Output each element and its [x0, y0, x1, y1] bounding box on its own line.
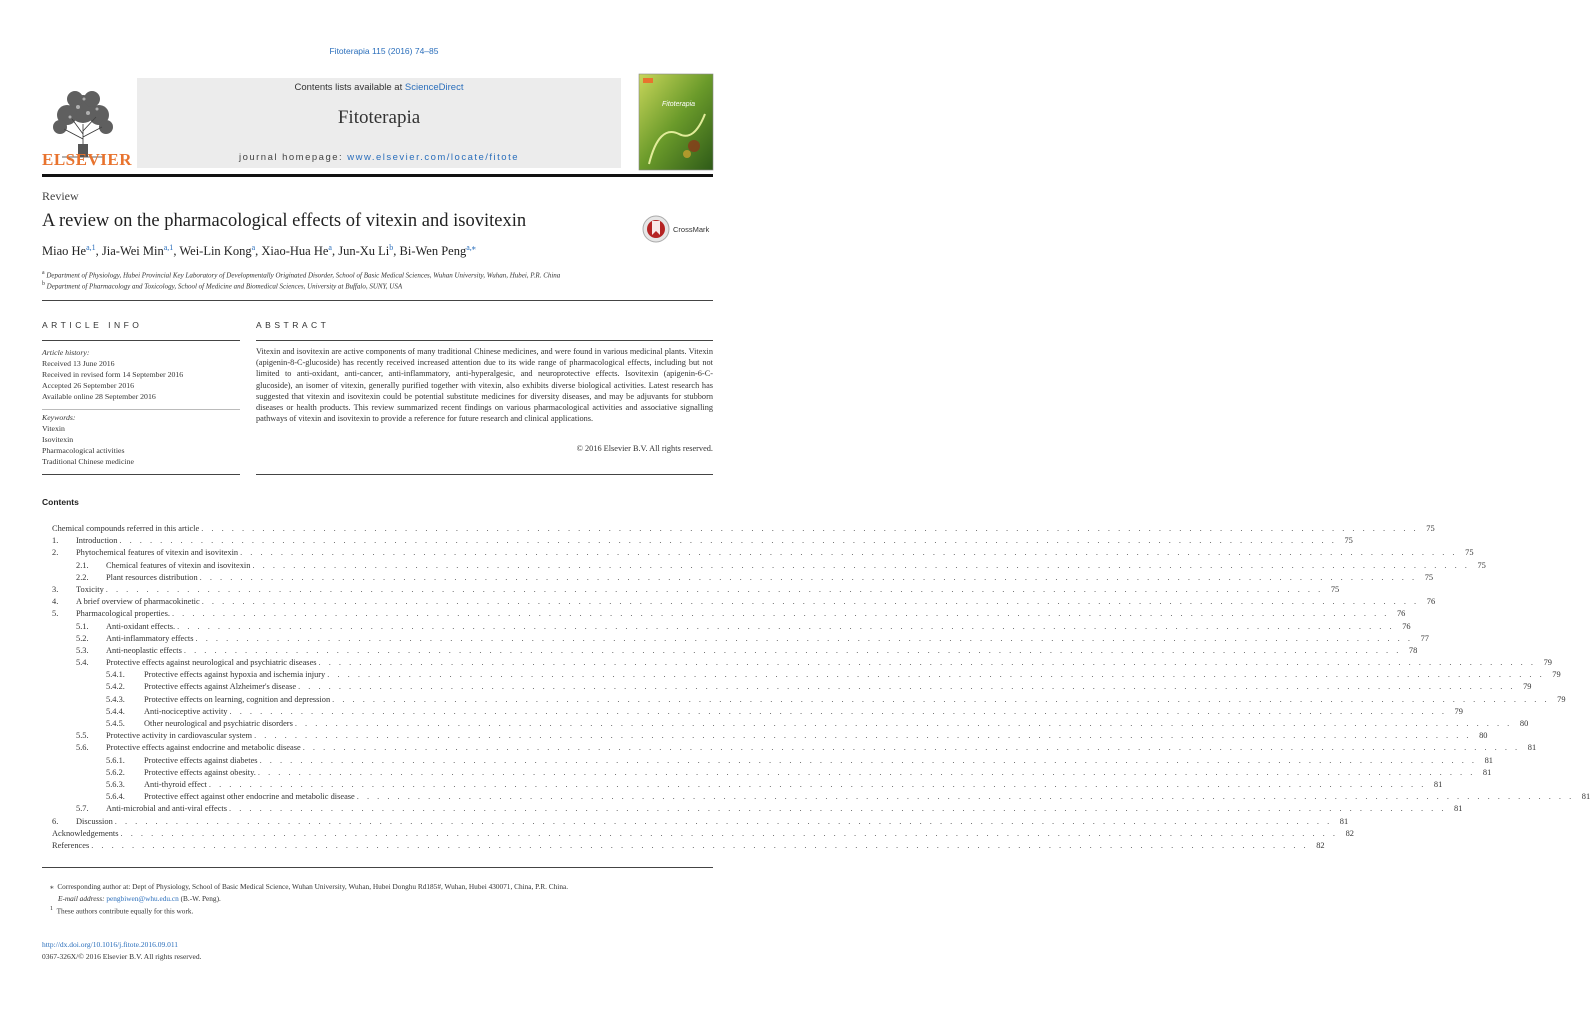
crossmark-icon[interactable]: [642, 215, 670, 243]
toc-number: 2.2.: [76, 572, 89, 582]
toc-number: 5.4.1.: [106, 670, 125, 680]
toc-leader-dots: . . . . . . . . . . . . . . . . . . . . . . . . . . . . . . . . . . . . . . . . . . . . . . . . . . . . . . . . . . . . . . . . . . . . . . . . . . . . . . . . . . . . . . . . . . . . . . . . . . . . . . . . . . . . . . . . . . . . . . . .: [254, 731, 1472, 741]
toc-page-number: 81: [1433, 779, 1443, 789]
toc-number: 5.: [52, 609, 59, 619]
toc-leader-dots: . . . . . . . . . . . . . . . . . . . . . . . . . . . . . . . . . . . . . . . . . . . . . . . . . . . . . . . . . . . . . . . . . . . . . . . . . . . . . . . . . . . . . . . . . . . . . . . . . . . . . . . . . . . . . . . . . . . . . . . .: [356, 792, 1575, 802]
toc-title[interactable]: Pharmacological properties.: [76, 609, 170, 619]
toc-leader-dots: . . . . . . . . . . . . . . . . . . . . . . . . . . . . . . . . . . . . . . . . . . . . . . . . . . . . . . . . . . . . . . . . . . . . . . . . . . . . . . . . . . . . . . . . . . . . . . . . . . . . . . . . . . . . . . . . . . . . . . . .: [257, 767, 1476, 777]
toc-title[interactable]: Chemical features of vitexin and isovitexin: [106, 560, 251, 570]
toc-leader-dots: . . . . . . . . . . . . . . . . . . . . . . . . . . . . . . . . . . . . . . . . . . . . . . . . . . . . . . . . . . . . . . . . . . . . . . . . . . . . . . . . . . . . . . . . . . . . . . . . . . . . . . . . . . . . . . . . . . . . . . . .: [327, 670, 1545, 680]
author-name[interactable]: Xiao-Hua He: [261, 244, 329, 259]
toc-page-number: 75: [1330, 584, 1340, 594]
toc-leader-dots: . . . . . . . . . . . . . . . . . . . . . . . . . . . . . . . . . . . . . . . . . . . . . . . . . . . . . . . . . . . . . . . . . . . . . . . . . . . . . . . . . . . . . . . . . . . . . . . . . . . . . . . . . . . . . . . . . . . . . . . .: [208, 779, 1427, 789]
toc-entry[interactable]: [52, 706, 1463, 718]
abstract-copyright: © 2016 Elsevier B.V. All rights reserved.: [576, 444, 713, 453]
contents-availability-line: [137, 82, 621, 93]
author-separator: ,: [173, 244, 180, 259]
toc-title[interactable]: Anti-neoplastic effects: [106, 645, 182, 655]
equal-contribution-note: [50, 906, 193, 915]
toc-page-number: 82: [1345, 828, 1354, 838]
email-note: [58, 894, 221, 903]
toc-page-number: 81: [1339, 816, 1349, 826]
toc-leader-dots: . . . . . . . . . . . . . . . . . . . . . . . . . . . . . . . . . . . . . . . . . . . . . . . . . . . . . . . . . . . . . . . . . . . . . . . . . . . . . . . . . . . . . . . . . . . . . . . . . . . . . . . . . . . . . . . . . . . . . . . .: [240, 548, 1458, 558]
author-affiliation-mark[interactable]: a,1: [86, 243, 96, 252]
toc-entry[interactable]: [52, 547, 1474, 559]
journal-reference-link[interactable]: Fitoterapia 115 (2016) 74–85: [329, 46, 439, 56]
toc-number: 5.6.2.: [106, 767, 125, 777]
toc-page-number: 79: [1557, 694, 1566, 704]
toc-number: 5.2.: [76, 633, 89, 643]
toc-page-number: 79: [1552, 670, 1561, 680]
toc-title[interactable]: Introduction: [76, 536, 118, 546]
keywords-label: Keywords:: [42, 413, 76, 422]
toc-title[interactable]: Anti-nociceptive activity: [144, 706, 228, 716]
journal-name: Fitoterapia: [337, 107, 421, 128]
toc-entry[interactable]: [52, 803, 1463, 815]
toc-page-number: 80: [1519, 719, 1529, 728]
history-online: Available online 28 September 2016: [42, 392, 156, 401]
toc-page-number: 79: [1454, 706, 1463, 716]
toc-entry[interactable]: [52, 828, 1354, 840]
toc-page-number: 75: [1465, 548, 1474, 558]
toc-leader-dots: . . . . . . . . . . . . . . . . . . . . . . . . . . . . . . . . . . . . . . . . . . . . . . . . . . . . . . . . . . . . . . . . . . . . . . . . . . . . . . . . . . . . . . . . . . . . . . . . . . . . . . . . . . . . . . . . . . . . . . . .: [229, 804, 1447, 814]
email-link[interactable]: pengbiwen@whu.edu.cn: [106, 894, 179, 903]
toc-title[interactable]: Toxicity: [76, 584, 104, 594]
toc-number: 1.: [52, 536, 59, 546]
toc-leader-dots: . . . . . . . . . . . . . . . . . . . . . . . . . . . . . . . . . . . . . . . . . . . . . . . . . . . . . . . . . . . . . . . . . . . . . . . . . . . . . . . . . . . . . . . . . . . . . . . . . . . . . . . . . . . . . . . . . . . . . . . .: [229, 706, 1447, 716]
header-divider: [42, 174, 713, 177]
toc-leader-dots: . . . . . . . . . . . . . . . . . . . . . . . . . . . . . . . . . . . . . . . . . . . . . . . . . . . . . . . . . . . . . . . . . . . . . . . . . . . . . . . . . . . . . . . . . . . . . . . . . . . . . . . . . . . . . . . . . . . . . . . .: [91, 840, 1309, 850]
elsevier-wordmark: ELSEVIER: [42, 150, 132, 169]
abstract-bottom-divider: [256, 474, 713, 475]
toc-entry[interactable]: [52, 572, 1434, 584]
toc-leader-dots: . . . . . . . . . . . . . . . . . . . . . . . . . . . . . . . . . . . . . . . . . . . . . . . . . . . . . . . . . . . . . . . . . . . . . . . . . . . . . . . . . . . . . . . . . . . . . . . . . . . . . . . . . . . . . . . . . . . . . . . .: [195, 633, 1413, 643]
author-affiliation-mark[interactable]: a: [328, 243, 332, 252]
toc-entry[interactable]: [52, 633, 1429, 645]
toc-page-number: 81: [1581, 792, 1590, 802]
toc-page-number: 81: [1484, 755, 1493, 765]
contents-prefix: Contents lists available at: [294, 82, 405, 93]
toc-number: 2.1.: [76, 560, 89, 570]
toc-number: 5.1.: [76, 621, 89, 631]
toc-leader-dots: . . . . . . . . . . . . . . . . . . . . . . . . . . . . . . . . . . . . . . . . . . . . . . . . . . . . . . . . . . . . . . . . . . . . . . . . . . . . . . . . . . . . . . . . . . . . . . . . . . . . . . . . . . . . . . . . . . . . . . . .: [252, 560, 1470, 570]
author-separator: ,: [393, 244, 400, 259]
history-label: Article history:: [42, 348, 90, 357]
article-info-divider: [42, 340, 240, 341]
toc-number: 3.: [52, 584, 59, 594]
toc-entry[interactable]: [52, 718, 1529, 730]
toc-leader-dots: . . . . . . . . . . . . . . . . . . . . . . . . . . . . . . . . . . . . . . . . . . . . . . . . . . . . . . . . . . . . . . . . . . . . . . . . . . . . . . . . . . . . . . . . . . . . . . . . . . . . . . . . . . . . . . . . . . . . . . . .: [259, 755, 1477, 765]
toc-title[interactable]: Protective effects against neurological and psychiatric diseases: [106, 658, 317, 668]
toc-title[interactable]: Protective activity in cardiovascular system: [106, 731, 253, 741]
sciencedirect-link[interactable]: ScienceDirect: [404, 82, 464, 93]
toc-number: 5.6.: [76, 743, 89, 753]
toc-title[interactable]: Protective effects on learning, cognition and depression: [144, 694, 331, 704]
toc-title[interactable]: Discussion: [76, 816, 113, 826]
toc-leader-dots: . . . . . . . . . . . . . . . . . . . . . . . . . . . . . . . . . . . . . . . . . . . . . . . . . . . . . . . . . . . . . . . . . . . . . . . . . . . . . . . . . . . . . . . . . . . . . . . . . . . . . . . . . . . . . . . . . . . . . . . .: [171, 609, 1390, 619]
crossmark-label[interactable]: CrossMark: [673, 225, 710, 234]
affiliation-text: Department of Pharmacology and Toxicology, School of Medicine and Biomedical Sciences, University at Buffalo, SUNY, USA: [46, 282, 403, 291]
toc-page-number: 77: [1420, 633, 1429, 643]
toc-page-number: 80: [1479, 731, 1488, 741]
abstract-divider: [256, 340, 713, 341]
toc-title[interactable]: Anti-inflammatory effects: [106, 633, 194, 643]
article-info-bottom-divider: [42, 474, 240, 475]
toc-entry[interactable]: [52, 779, 1443, 791]
toc-title[interactable]: A brief overview of pharmacokinetic: [76, 597, 200, 607]
toc-leader-dots: . . . . . . . . . . . . . . . . . . . . . . . . . . . . . . . . . . . . . . . . . . . . . . . . . . . . . . . . . . . . . . . . . . . . . . . . . . . . . . . . . . . . . . . . . . . . . . . . . . . . . . . . . . . . . . . . . . . . . . . .: [302, 743, 1521, 753]
toc-title[interactable]: Protective effects against endocrine and metabolic disease: [106, 743, 301, 753]
toc-entry[interactable]: [52, 742, 1537, 754]
toc-title[interactable]: Plant resources distribution: [106, 572, 198, 582]
toc-number: 5.6.4.: [106, 792, 125, 802]
toc-entry[interactable]: [52, 791, 1590, 803]
toc-page-number: 81: [1482, 767, 1492, 777]
article-info-heading: ARTICLE INFO: [42, 320, 143, 330]
toc-leader-dots: . . . . . . . . . . . . . . . . . . . . . . . . . . . . . . . . . . . . . . . . . . . . . . . . . . . . . . . . . . . . . . . . . . . . . . . . . . . . . . . . . . . . . . . . . . . . . . . . . . . . . . . . . . . . . . . . . . . . . . . .: [294, 719, 1513, 728]
toc-page-number: 75: [1344, 536, 1353, 546]
toc-leader-dots: . . . . . . . . . . . . . . . . . . . . . . . . . . . . . . . . . . . . . . . . . . . . . . . . . . . . . . . . . . . . . . . . . . . . . . . . . . . . . . . . . . . . . . . . . . . . . . . . . . . . . . . . . . . . . . . . . . . . . . . .: [177, 621, 1395, 631]
toc-leader-dots: . . . . . . . . . . . . . . . . . . . . . . . . . . . . . . . . . . . . . . . . . . . . . . . . . . . . . . . . . . . . . . . . . . . . . . . . . . . . . . . . . . . . . . . . . . . . . . . . . . . . . . . . . . . . . . . . . . . . . . . .: [201, 597, 1420, 607]
toc-page-number: 75: [1426, 524, 1435, 533]
toc-entry[interactable]: [52, 730, 1488, 742]
footnote-mark: 1: [50, 906, 54, 912]
keywords-divider: [42, 409, 240, 410]
author-affiliation-mark[interactable]: a,⁎: [466, 243, 476, 252]
toc-entry[interactable]: [52, 535, 1353, 547]
corresponding-author-note: [50, 882, 568, 891]
toc-number: 5.6.1.: [106, 755, 125, 765]
keyword-item: Vitexin: [42, 424, 65, 433]
toc-entry[interactable]: [52, 767, 1492, 779]
toc-title[interactable]: Phytochemical features of vitexin and isovitexin: [76, 548, 239, 558]
keyword-item: Pharmacological activities: [42, 446, 125, 455]
toc-page-number: 79: [1523, 682, 1532, 692]
toc-leader-dots: . . . . . . . . . . . . . . . . . . . . . . . . . . . . . . . . . . . . . . . . . . . . . . . . . . . . . . . . . . . . . . . . . . . . . . . . . . . . . . . . . . . . . . . . . . . . . . . . . . . . . . . . . . . . . . . . . . . . . . . .: [199, 572, 1418, 582]
affiliation-divider: [42, 300, 713, 301]
footnote-divider: [42, 867, 713, 868]
contents-heading: Contents: [42, 497, 79, 507]
toc-title[interactable]: Chemical compounds referred in this article: [52, 524, 200, 533]
toc-entry[interactable]: [52, 584, 1340, 596]
toc-page-number: 76: [1402, 621, 1411, 631]
toc-number: 5.5.: [76, 731, 89, 741]
toc-page-number: 75: [1424, 572, 1434, 582]
article-title: A review on the pharmacological effects of vitexin and isovitexin: [42, 211, 527, 231]
toc-entry[interactable]: [52, 645, 1418, 657]
toc-title[interactable]: Protective effects against obesity.: [144, 767, 256, 777]
toc-entry[interactable]: [52, 657, 1552, 669]
toc-title[interactable]: Protective effects against Alzheimer's disease: [144, 682, 297, 692]
toc-entry[interactable]: [52, 816, 1349, 828]
toc-number: 2.: [52, 548, 59, 558]
footnote-mark: ⁎: [50, 882, 54, 891]
keyword-item: Isovitexin: [42, 435, 74, 444]
toc-number: 5.3.: [76, 645, 89, 655]
toc-entry[interactable]: [52, 596, 1436, 608]
toc-title[interactable]: Protective effects against hypoxia and ischemia injury: [144, 670, 326, 680]
author-name[interactable]: Jia-Wei Min: [101, 244, 164, 259]
author-name[interactable]: Bi-Wen Peng: [399, 244, 467, 259]
email-label: E-mail address:: [58, 894, 107, 903]
affiliation-mark: a: [42, 270, 45, 276]
toc-entry[interactable]: [52, 621, 1411, 633]
toc-title[interactable]: Acknowledgements: [52, 828, 119, 838]
toc-leader-dots: . . . . . . . . . . . . . . . . . . . . . . . . . . . . . . . . . . . . . . . . . . . . . . . . . . . . . . . . . . . . . . . . . . . . . . . . . . . . . . . . . . . . . . . . . . . . . . . . . . . . . . . . . . . . . . . . . . . . . . . .: [119, 536, 1337, 546]
article-history: [42, 347, 242, 402]
author-name[interactable]: Miao He: [42, 244, 87, 259]
toc-number: 5.4.5.: [106, 719, 125, 728]
toc-title[interactable]: Protective effects against diabetes: [144, 755, 258, 765]
toc-page-number: 82: [1316, 840, 1325, 850]
toc-leader-dots: . . . . . . . . . . . . . . . . . . . . . . . . . . . . . . . . . . . . . . . . . . . . . . . . . . . . . . . . . . . . . . . . . . . . . . . . . . . . . . . . . . . . . . . . . . . . . . . . . . . . . . . . . . . . . . . . . . . . . . . .: [120, 828, 1338, 838]
author-name[interactable]: Jun-Xu Li: [338, 244, 390, 259]
author-separator: ,: [95, 244, 102, 259]
toc-leader-dots: . . . . . . . . . . . . . . . . . . . . . . . . . . . . . . . . . . . . . . . . . . . . . . . . . . . . . . . . . . . . . . . . . . . . . . . . . . . . . . . . . . . . . . . . . . . . . . . . . . . . . . . . . . . . . . . . . . . . . . . .: [201, 524, 1419, 533]
history-revised: Received in revised form 14 September 2016: [42, 370, 184, 379]
history-accepted: Accepted 26 September 2016: [42, 381, 135, 390]
journal-homepage-link[interactable]: www.elsevier.com/locate/fitote: [347, 152, 520, 163]
author-name[interactable]: Wei-Lin Kong: [179, 244, 252, 259]
affiliation-a: [42, 270, 560, 279]
journal-homepage-line: [137, 152, 621, 163]
toc-title[interactable]: Anti-oxidant effects.: [106, 621, 176, 631]
toc-number: 5.4.3.: [106, 694, 125, 704]
toc-entry[interactable]: [52, 681, 1532, 693]
homepage-prefix: journal homepage:: [238, 152, 348, 163]
toc-entry[interactable]: [52, 755, 1493, 767]
toc-entry[interactable]: [52, 669, 1561, 681]
doi-link[interactable]: http://dx.doi.org/10.1016/j.fitote.2016.09.011: [42, 940, 179, 949]
toc-page-number: 75: [1477, 560, 1486, 570]
article-type: Review: [42, 189, 79, 203]
affiliation-b: [42, 281, 402, 290]
toc-entry[interactable]: [52, 608, 1406, 620]
author-separator: ,: [255, 244, 262, 259]
toc-entry[interactable]: [52, 523, 1435, 535]
toc-leader-dots: . . . . . . . . . . . . . . . . . . . . . . . . . . . . . . . . . . . . . . . . . . . . . . . . . . . . . . . . . . . . . . . . . . . . . . . . . . . . . . . . . . . . . . . . . . . . . . . . . . . . . . . . . . . . . . . . . . . . . . . .: [114, 816, 1333, 826]
toc-title[interactable]: Other neurological and psychiatric disorders: [144, 719, 293, 728]
toc-leader-dots: . . . . . . . . . . . . . . . . . . . . . . . . . . . . . . . . . . . . . . . . . . . . . . . . . . . . . . . . . . . . . . . . . . . . . . . . . . . . . . . . . . . . . . . . . . . . . . . . . . . . . . . . . . . . . . . . . . . . . . . .: [332, 694, 1550, 704]
author-separator: ,: [331, 244, 339, 259]
toc-leader-dots: . . . . . . . . . . . . . . . . . . . . . . . . . . . . . . . . . . . . . . . . . . . . . . . . . . . . . . . . . . . . . . . . . . . . . . . . . . . . . . . . . . . . . . . . . . . . . . . . . . . . . . . . . . . . . . . . . . . . . . . .: [105, 584, 1324, 594]
toc-leader-dots: . . . . . . . . . . . . . . . . . . . . . . . . . . . . . . . . . . . . . . . . . . . . . . . . . . . . . . . . . . . . . . . . . . . . . . . . . . . . . . . . . . . . . . . . . . . . . . . . . . . . . . . . . . . . . . . . . . . . . . . .: [318, 658, 1536, 668]
toc-leader-dots: . . . . . . . . . . . . . . . . . . . . . . . . . . . . . . . . . . . . . . . . . . . . . . . . . . . . . . . . . . . . . . . . . . . . . . . . . . . . . . . . . . . . . . . . . . . . . . . . . . . . . . . . . . . . . . . . . . . . . . . .: [183, 645, 1402, 655]
toc-entry[interactable]: [52, 560, 1486, 572]
author-list: [42, 243, 476, 259]
toc-page-number: 76: [1426, 597, 1436, 607]
author-affiliation-mark[interactable]: a,1: [163, 243, 174, 252]
keyword-item: Traditional Chinese medicine: [42, 457, 134, 466]
affiliation-mark: b: [42, 281, 45, 287]
toc-page-number: 81: [1527, 743, 1537, 753]
toc-title[interactable]: Anti-thyroid effect: [144, 779, 207, 789]
toc-title[interactable]: References: [52, 840, 90, 850]
toc-number: 5.4.4.: [106, 706, 125, 716]
keywords: [42, 412, 242, 467]
author-affiliation-mark[interactable]: a: [251, 243, 256, 252]
history-received: Received 13 June 2016: [42, 359, 115, 368]
toc-leader-dots: . . . . . . . . . . . . . . . . . . . . . . . . . . . . . . . . . . . . . . . . . . . . . . . . . . . . . . . . . . . . . . . . . . . . . . . . . . . . . . . . . . . . . . . . . . . . . . . . . . . . . . . . . . . . . . . . . . . . . . . .: [298, 682, 1516, 692]
toc-number: 5.7.: [76, 804, 89, 814]
toc-entry[interactable]: [52, 840, 1325, 852]
cover-title: Fitoterapia: [662, 101, 696, 108]
toc-page-number: 76: [1396, 609, 1406, 619]
toc-page-number: 79: [1543, 658, 1552, 668]
abstract-heading: ABSTRACT: [256, 320, 330, 330]
toc-title[interactable]: Anti-microbial and anti-viral effects: [106, 804, 228, 814]
table-of-contents: [52, 523, 1590, 852]
issn-copyright: 0367-326X/© 2016 Elsevier B.V. All rights reserved.: [42, 952, 202, 961]
affiliation-text: Department of Physiology, Hubei Provincial Key Laboratory of Developmentally Originated Disorder, School of Basic Medical Sciences, Wuhan University, Wuhan, Hubei, P.R. China: [46, 271, 561, 280]
corresponding-text: Corresponding author at: Dept of Physiology, School of Basic Medical Science, Wuhan University, Wuhan, Hubei Donghu Rd185#, Wuhan, Hubei 430071, China, P.R. China.: [57, 882, 569, 891]
abstract-text: Vitexin and isovitexin are active components of many traditional Chinese medicines, and were found in various medicinal plants. Vitexin (apigenin-8-C-glucoside) has recently received increased attention due to its wide range of pharmacological effects, including but not limited to anti-oxidant, anti-cancer, anti-inflammatory, anti-hyperalgesic, and neuroprotective effects. Isovitexin (apigenin-6-C-glucoside), an isomer of vitexin, generally purified together with vitexin, also exhibits diverse biological activities. Latest research has suggested that vitexin and isovitexin could be potential substitute medicines for diversity diseases, and may be adjuvants for stubborn diseases or health products. This review summarized recent findings on various pharmacological activities and associative signalling pathways of vitexin and isovitexin to provide a reference for future research and clinical applications.: [256, 347, 713, 424]
journal-cover-thumbnail[interactable]: [639, 74, 713, 170]
toc-title[interactable]: Protective effect against other endocrine and metabolic disease: [144, 792, 355, 802]
toc-number: 6.: [52, 816, 59, 826]
author-affiliation-mark[interactable]: b: [389, 243, 394, 252]
toc-page-number: 78: [1408, 645, 1418, 655]
toc-page-number: 81: [1454, 804, 1463, 814]
equal-contribution-text: These authors contribute equally for this work.: [56, 906, 194, 916]
toc-entry[interactable]: [52, 694, 1566, 706]
email-suffix: (B.-W. Peng).: [178, 894, 221, 903]
toc-number: 5.4.2.: [106, 682, 125, 692]
toc-number: 5.4.: [76, 658, 89, 668]
toc-number: 5.6.3.: [106, 779, 125, 789]
toc-number: 4.: [52, 597, 59, 607]
